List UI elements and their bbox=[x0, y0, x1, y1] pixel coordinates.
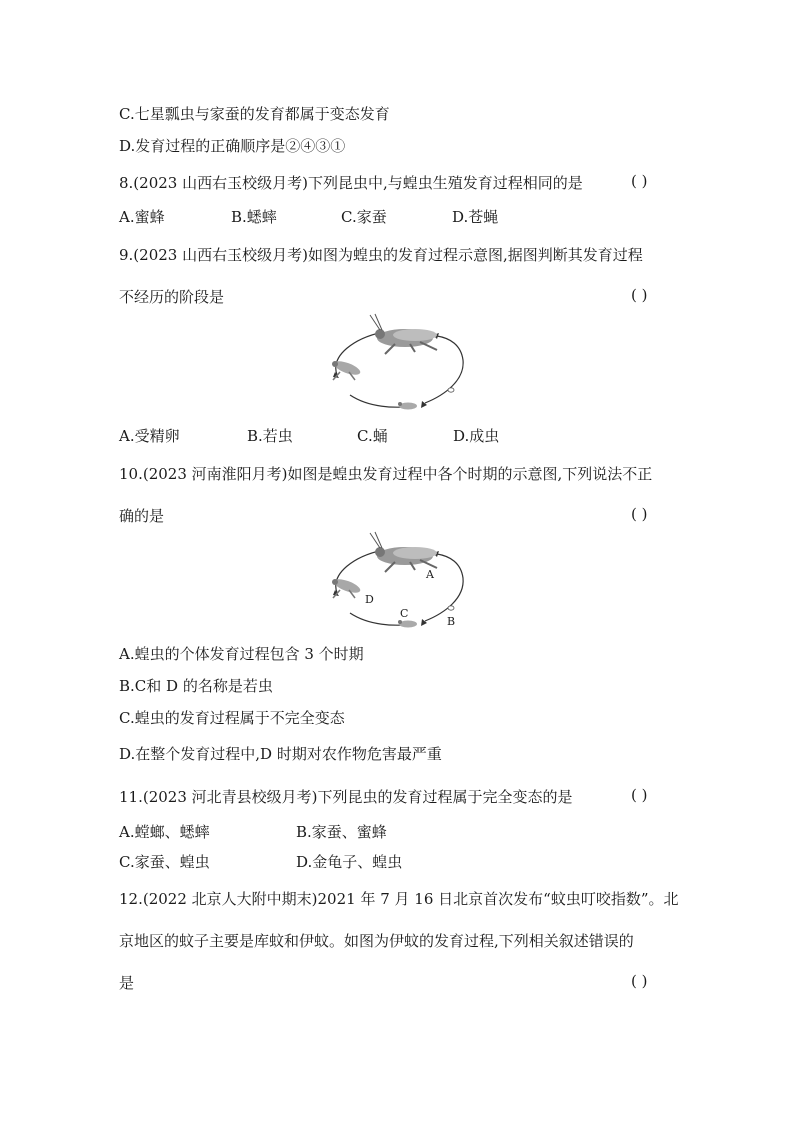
q9-option-c: C.蛹 bbox=[357, 427, 388, 445]
q10-option-b: B.C和 D 的名称是若虫 bbox=[119, 677, 273, 695]
q10-option-a: A.蝗虫的个体发育过程包含 3 个时期 bbox=[119, 645, 364, 663]
q10-answer-paren: ( ) bbox=[631, 505, 648, 523]
q9-stem-line1: 9.(2023 山西右玉校级月考)如图为蝗虫的发育过程示意图,据图判断其发育过程 bbox=[119, 246, 643, 264]
q8-option-a: A.蜜蜂 bbox=[119, 208, 165, 226]
cycle-arrow-nymph bbox=[350, 395, 405, 407]
q9-option-b: B.若虫 bbox=[247, 427, 293, 445]
q11-option-a: A.螳螂、蟋蟀 bbox=[119, 823, 210, 841]
figure-label-a: A bbox=[426, 568, 434, 581]
q10-option-d: D.在整个发育过程中,D 时期对农作物危害最严重 bbox=[119, 745, 442, 763]
q8-option-b: B.蟋蟀 bbox=[231, 208, 277, 226]
q8-option-d: D.苍蝇 bbox=[452, 208, 499, 226]
nymph-large-icon bbox=[332, 577, 362, 598]
q9-stem-line2: 不经历的阶段是 bbox=[119, 288, 225, 306]
q11-option-d: D.金龟子、蝗虫 bbox=[296, 853, 403, 871]
egg-icon bbox=[448, 388, 454, 392]
q12-stem-line3: 是 bbox=[119, 974, 135, 992]
q12-answer-paren: ( ) bbox=[631, 972, 648, 990]
egg-icon bbox=[448, 606, 454, 610]
q8-answer-paren: ( ) bbox=[631, 172, 648, 190]
nymph-small-icon bbox=[398, 402, 417, 410]
figure-label-c: C bbox=[400, 607, 409, 620]
q11-option-b: B.家蚕、蜜蜂 bbox=[296, 823, 387, 841]
q7-option-d: D.发育过程的正确顺序是②④③① bbox=[119, 137, 346, 155]
adult-locust-icon bbox=[370, 314, 437, 354]
adult-locust-icon bbox=[370, 532, 437, 572]
figure-label-b: B bbox=[447, 615, 456, 628]
q11-option-c: C.家蚕、蝗虫 bbox=[119, 853, 210, 871]
q10-stem-line1: 10.(2023 河南淮阳月考)如图是蝗虫发育过程中各个时期的示意图,下列说法不正 bbox=[119, 465, 653, 483]
q8-stem: 8.(2023 山西右玉校级月考)下列昆虫中,与蝗虫生殖发育过程相同的是 bbox=[119, 174, 583, 192]
q10-locust-lifecycle-figure bbox=[325, 528, 475, 633]
q11-stem: 11.(2023 河北青县校级月考)下列昆虫的发育过程属于完全变态的是 bbox=[119, 788, 573, 806]
figure-label-d: D bbox=[365, 593, 374, 606]
q12-stem-line1: 12.(2022 北京人大附中期末)2021 年 7 月 16 日北京首次发布“蚊虫叮咬指数”。北 bbox=[119, 890, 679, 908]
q9-option-a: A.受精卵 bbox=[119, 427, 180, 445]
nymph-small-icon bbox=[398, 620, 417, 628]
q9-locust-lifecycle-figure bbox=[325, 310, 475, 415]
q7-option-c: C.七星瓢虫与家蚕的发育都属于变态发育 bbox=[119, 105, 390, 123]
q11-answer-paren: ( ) bbox=[631, 786, 648, 804]
nymph-large-icon bbox=[332, 359, 362, 380]
q9-option-d: D.成虫 bbox=[453, 427, 500, 445]
q8-option-c: C.家蚕 bbox=[341, 208, 387, 226]
q10-option-c: C.蝗虫的发育过程属于不完全变态 bbox=[119, 709, 345, 727]
q10-stem-line2: 确的是 bbox=[119, 507, 165, 525]
q9-answer-paren: ( ) bbox=[631, 286, 648, 304]
q12-stem-line2: 京地区的蚊子主要是库蚊和伊蚊。如图为伊蚊的发育过程,下列相关叙述错误的 bbox=[119, 932, 634, 950]
